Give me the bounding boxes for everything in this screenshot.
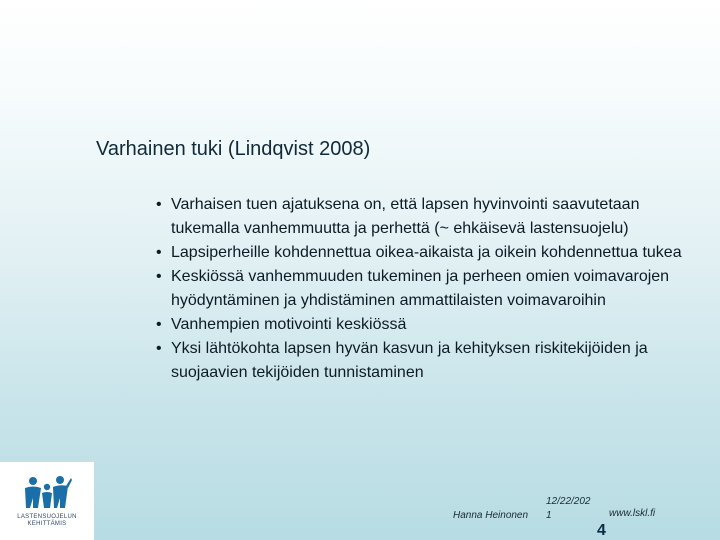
logo-caption-line: KEHITTÄMIS bbox=[27, 521, 67, 527]
footer-date-line: 1 bbox=[546, 510, 552, 521]
footer-date bbox=[546, 495, 591, 523]
slide-title: Varhainen tuki (Lindqvist 2008) bbox=[96, 138, 371, 160]
bullet-item: • Vanhempien motivointi keskiössä bbox=[156, 313, 686, 337]
bullet-item: • Keskiössä vanhemmuuden tukeminen ja perheen omien voimavarojen hyödyntäminen ja yhdistäminen ammattilaisten voimavaroihin bbox=[156, 265, 686, 313]
footer-author: Hanna Heinonen bbox=[453, 510, 529, 521]
page-number: 4 bbox=[597, 522, 606, 539]
family-figures-icon bbox=[22, 476, 72, 512]
bullet-item: • Lapsiperheille kohdennettua oikea-aikaista ja oikein kohdennettua tukea bbox=[156, 241, 686, 265]
bullet-item: • Varhaisen tuen ajatuksena on, että lapsen hyvinvointi saavutetaan tukemalla vanhemmuutta ja perhettä (~ ehkäisevä lastensuojelu) bbox=[156, 193, 686, 241]
footer-url: www.lskl.fi bbox=[609, 508, 656, 519]
bullet-list bbox=[156, 193, 686, 385]
logo bbox=[0, 462, 94, 540]
footer-date-line: 12/22/202 bbox=[546, 496, 591, 507]
logo-caption-line: LASTENSUOJELUN bbox=[17, 514, 77, 520]
bullet-item: • Yksi lähtökohta lapsen hyvän kasvun ja kehityksen riskitekijöiden ja suojaavien tekijöiden tunnistaminen bbox=[156, 337, 686, 385]
